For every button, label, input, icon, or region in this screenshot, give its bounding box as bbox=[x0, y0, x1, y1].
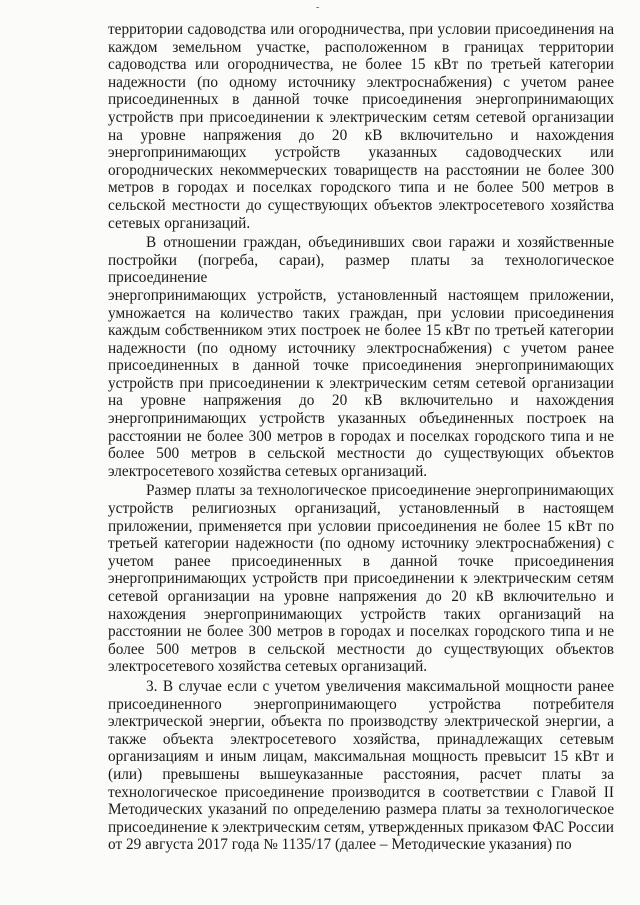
document-body bbox=[108, 21, 614, 856]
text-line: организациям и иным лицам, максимальная мощность превысит 15 кВт и bbox=[108, 748, 614, 766]
text-line: устройств при присоединении к электрическим сетям сетевой организации bbox=[108, 108, 614, 126]
text-line: устройств при присоединении к электрическим сетям сетевой организации bbox=[108, 374, 614, 392]
text-line: присоединение к электрическим сетям, утвержденных приказом ФАС России bbox=[108, 818, 614, 836]
text-line: Методических указаний по определению размера платы за технологическое bbox=[108, 801, 614, 819]
text-line: приложении, применяется при условии присоединения не более 15 кВт по bbox=[108, 517, 614, 535]
text-line: также объекта электросетевого хозяйства, принадлежащих сетевым bbox=[108, 730, 614, 748]
text-line: надежности (по одному источнику электроснабжения) с учетом ранее bbox=[108, 339, 614, 357]
text-line: огороднических некоммерческих товариществ на расстоянии не более 300 bbox=[108, 161, 614, 179]
text-line: каждом земельном участке, расположенном в границах территории bbox=[108, 38, 614, 56]
paragraph bbox=[108, 482, 614, 676]
paragraph bbox=[108, 21, 614, 232]
text-line: на уровне напряжения до 20 кВ включительно и нахождения bbox=[108, 126, 614, 144]
text-line: каждым собственником этих построек не более 15 кВт по третьей категории bbox=[108, 322, 614, 340]
page-mark: - bbox=[316, 2, 320, 13]
text-line: электросетевого хозяйства сетевых организаций. bbox=[108, 462, 428, 480]
paragraph bbox=[108, 678, 614, 854]
text-line: сетевой организации на уровне напряжения до 20 кВ включительно и bbox=[108, 588, 614, 605]
text-line: присоединенных в данной точке присоединения энергопринимающих bbox=[108, 357, 614, 375]
text-line: энергопринимающих устройств, установленный настоящем приложении, bbox=[108, 286, 614, 304]
text-line: Размер платы за технологическое присоединение энергопринимающих bbox=[146, 482, 614, 500]
text-line: присоединенных в данной точке присоединения энергопринимающих bbox=[108, 91, 614, 109]
text-line: метров в городах и поселках городского типа и не более 500 метров в bbox=[108, 179, 614, 197]
text-line: учетом ранее присоединенных в данной точке присоединения bbox=[108, 552, 614, 570]
text-line: устройств религиозных организаций, установленный в настоящем bbox=[108, 500, 614, 518]
text-line: 3. В случае если с учетом увеличения максимальной мощности ранее bbox=[146, 677, 614, 695]
text-line: более 500 метров в сельской местности до существующих объектов bbox=[108, 640, 614, 658]
text-line: расстоянии не более 300 метров в городах и поселках городского типа и не bbox=[108, 427, 614, 445]
text-line: В отношении граждан, объединивших свои гаражи и хозяйственные bbox=[146, 234, 614, 252]
text-line: постройки (погреба, сараи), размер платы за технологическое присоединение bbox=[108, 251, 614, 287]
text-line: электрической энергии, объекта по производству электрической энергии, а bbox=[108, 713, 614, 731]
text-line: от 29 августа 2017 года № 1135/17 (далее – Методические указания) по bbox=[108, 836, 572, 854]
text-line: расстоянии не более 300 метров в городах и поселках городского типа и не bbox=[108, 623, 614, 641]
text-line: энергопринимающих устройств указанных объединенных построек на bbox=[108, 410, 614, 428]
text-line: энергопринимающих устройств при присоединении к электрическим сетям bbox=[108, 570, 614, 588]
text-line: третьей категории надежности (по одному источнику электроснабжения) с bbox=[108, 535, 614, 553]
text-line: более 500 метров в сельской местности до существующих объектов bbox=[108, 445, 614, 463]
text-line: нахождения энергопринимающих устройств таких организаций на bbox=[108, 605, 614, 623]
text-line: энергопринимающих устройств указанных садоводческих или bbox=[108, 144, 614, 162]
text-line: электросетевого хозяйства сетевых организаций. bbox=[108, 658, 428, 676]
text-line: технологическое присоединение производится в соответствии с Главой II bbox=[108, 783, 614, 801]
text-line: на уровне напряжения до 20 кВ включительно и нахождения bbox=[108, 392, 614, 410]
text-line: сетевых организаций. bbox=[108, 214, 251, 232]
text-line: сельской местности до существующих объектов электросетевого хозяйства bbox=[108, 196, 614, 214]
text-line: умножается на количество таких граждан, при условии присоединения bbox=[108, 304, 614, 322]
paragraph bbox=[108, 234, 614, 480]
text-line: (или) превышены вышеуказанные расстояния, расчет платы за bbox=[108, 765, 614, 783]
text-line: надежности (по одному источнику электроснабжения) с учетом ранее bbox=[108, 73, 614, 91]
text-line: территории садоводства или огородничества, при условии присоединения на bbox=[108, 21, 614, 38]
text-line: садоводства или огородничества, не более 15 кВт по третьей категории bbox=[108, 56, 614, 74]
text-line: присоединенного энергопринимающего устройства потребителя bbox=[108, 695, 614, 713]
